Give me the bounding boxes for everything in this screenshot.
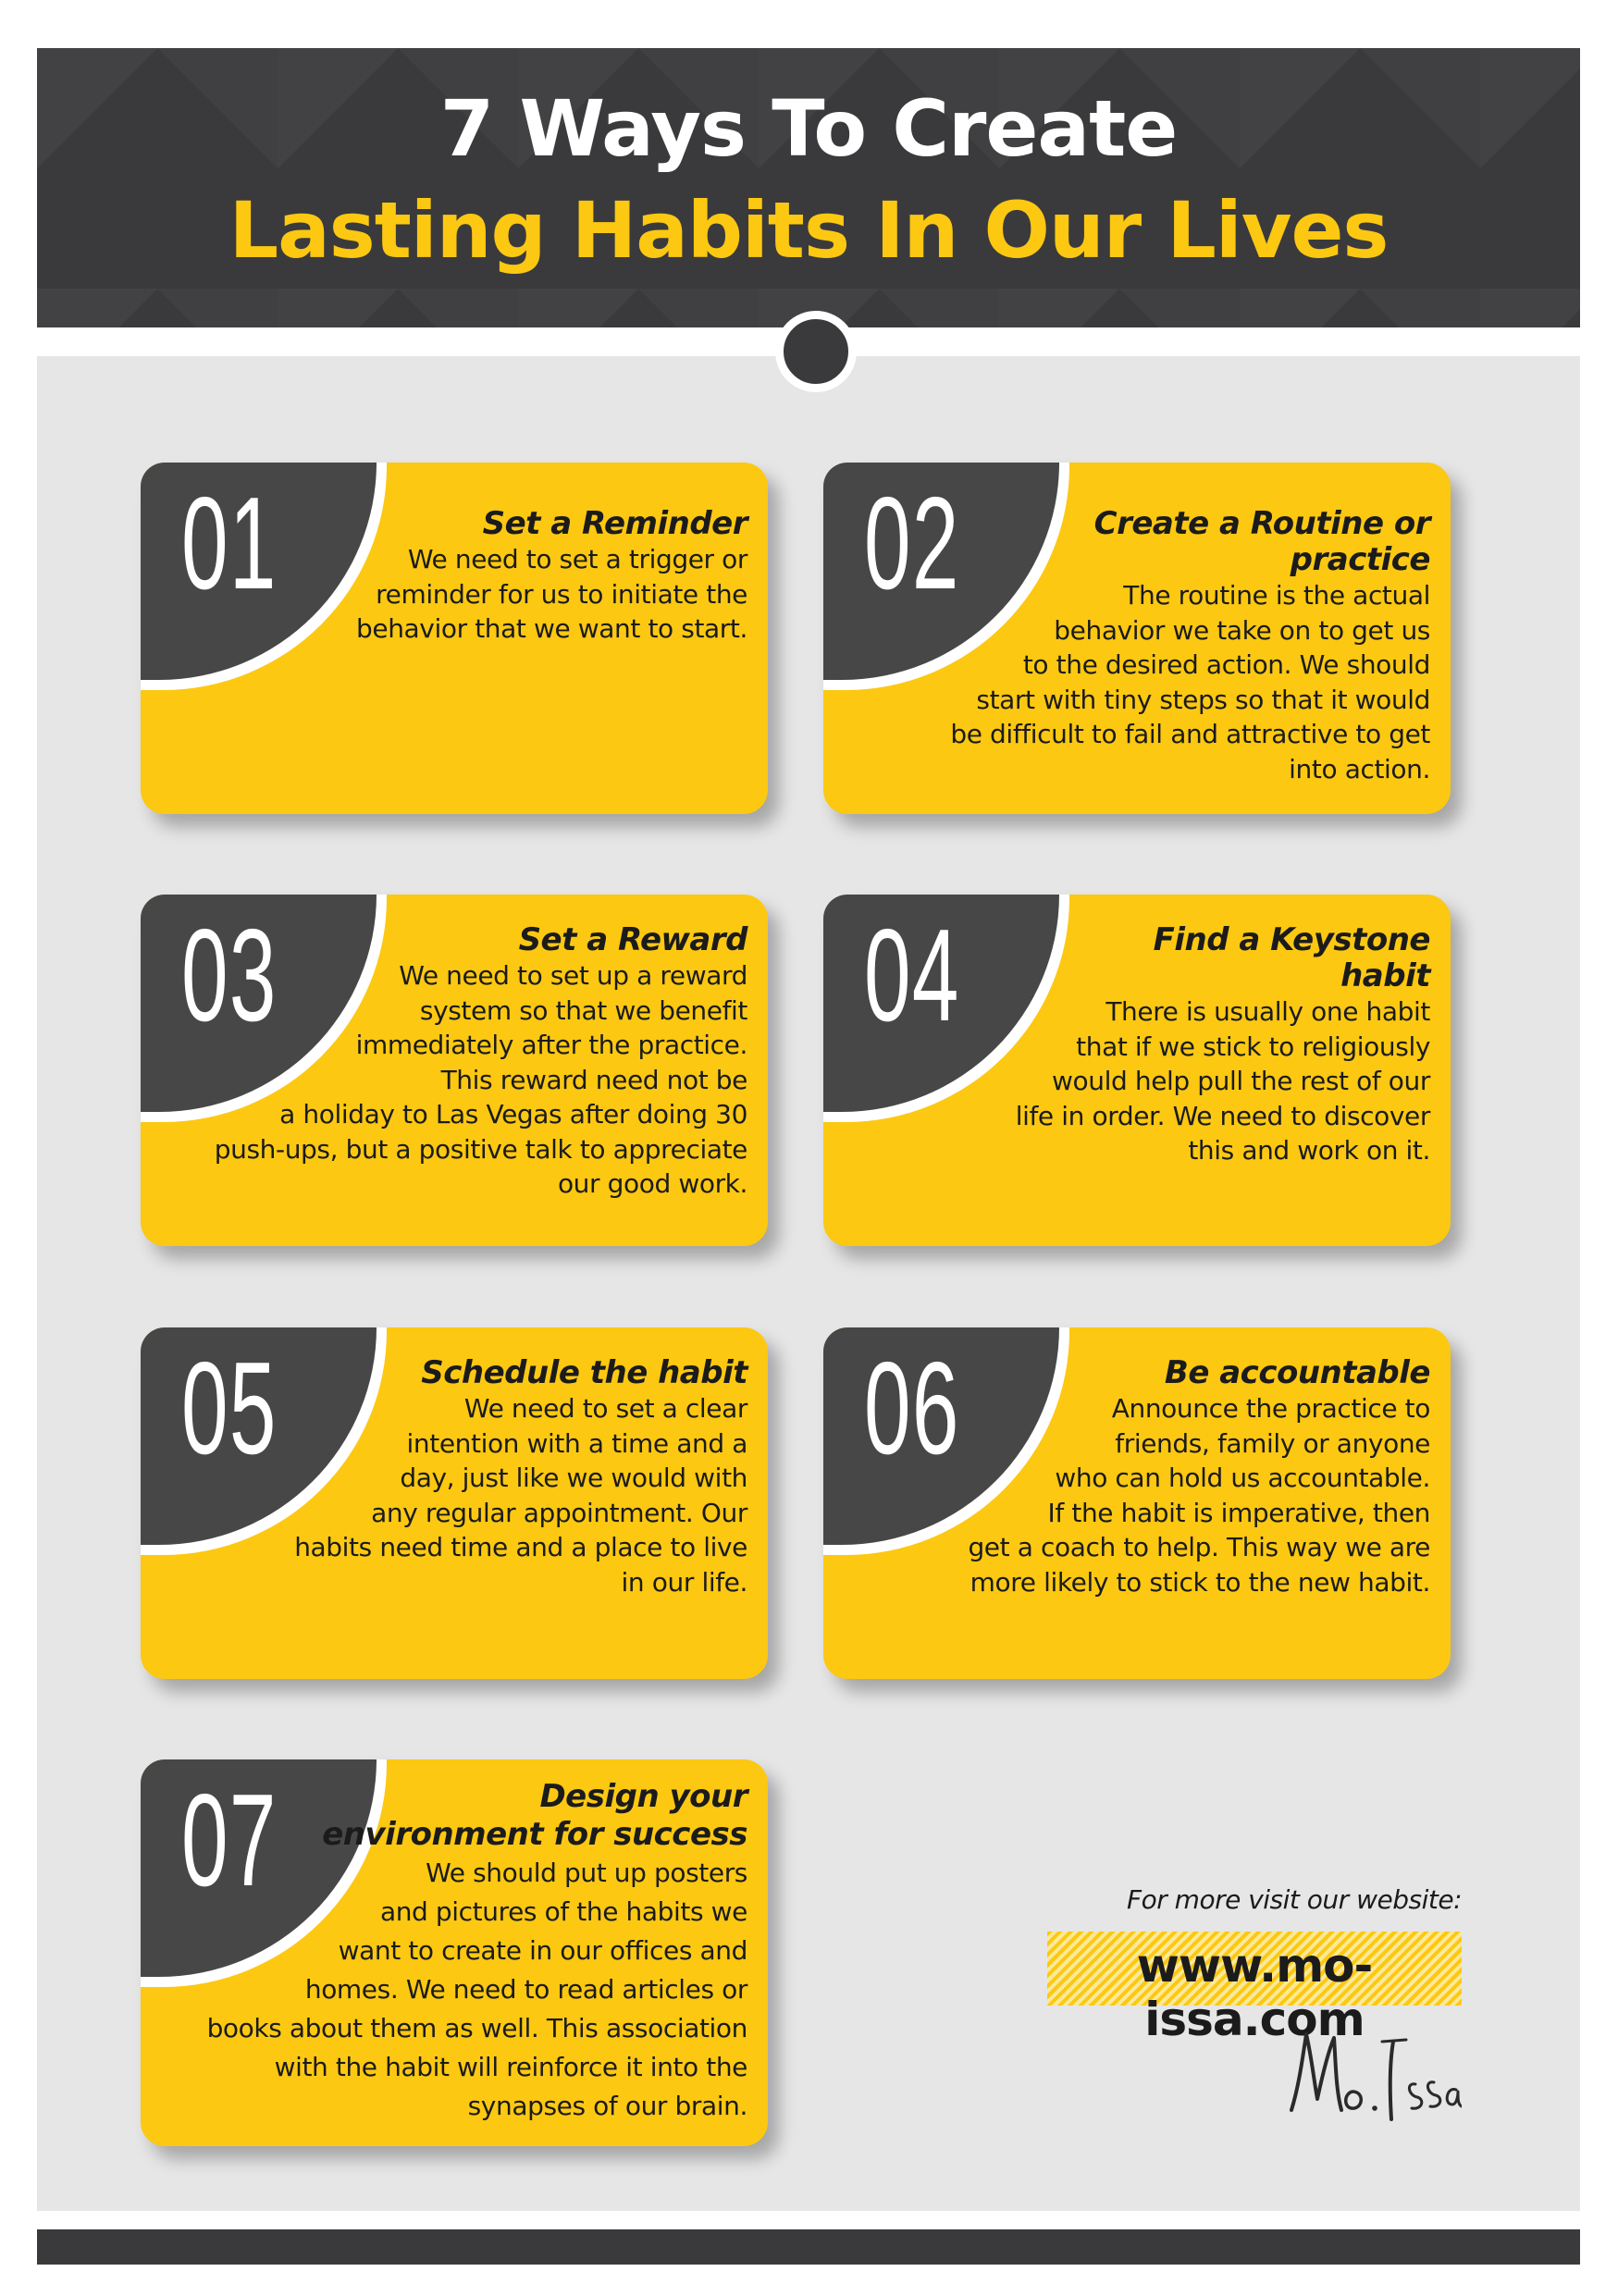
habit-card-02 [823, 463, 1451, 814]
card-line: with the habit will reinforce it into the [274, 2052, 747, 2082]
card-title: environment for success [322, 1816, 747, 1853]
card-number: 05 [181, 1335, 278, 1482]
card-line: immediately after the practice. [355, 1030, 747, 1060]
card-text [356, 506, 747, 647]
card-text [294, 1355, 747, 1599]
card-line: start with tiny steps so that it would [976, 684, 1430, 715]
website-link[interactable]: www.mo-issa.com [1136, 1939, 1373, 2046]
card-number: 07 [181, 1767, 278, 1914]
card-line: into action. [1289, 753, 1430, 784]
card-title: Set a Reminder [482, 505, 747, 542]
title-line-2: Lasting Habits In Our Lives [228, 185, 1389, 276]
card-line: reminder for us to initiate the [376, 578, 747, 610]
habit-card-07 [141, 1759, 768, 2146]
card-text [1016, 922, 1430, 1168]
card-number: 01 [181, 470, 278, 617]
habit-card-03 [141, 895, 768, 1246]
card-title: Be accountable [1164, 1354, 1430, 1391]
card-line: more likely to stick to the new habit. [970, 1566, 1430, 1598]
card-line: We need to set a trigger or [407, 544, 747, 574]
card-text [215, 922, 747, 1202]
card-line: to the desired action. We should [1022, 649, 1430, 680]
card-line: any regular appointment. Our [371, 1497, 747, 1528]
card-line: in our life. [621, 1566, 747, 1598]
card-line: We should put up posters [426, 1858, 747, 1888]
card-line: Announce the practice to [1111, 1393, 1430, 1424]
habit-card-04 [823, 895, 1451, 1246]
card-line: homes. We need to read articles or [304, 1974, 747, 2005]
card-line: synapses of our brain. [467, 2091, 747, 2121]
card-line: We need to set up a reward [399, 960, 747, 991]
card-line: There is usually one habit [1105, 996, 1430, 1027]
card-line: habits need time and a place to live [294, 1532, 747, 1562]
header-banner [37, 48, 1580, 327]
card-title: practice [1290, 541, 1430, 578]
card-line: day, just like we would with [400, 1463, 747, 1493]
website-prompt: For more visit our website: [1127, 1884, 1462, 1915]
card-text [968, 1355, 1430, 1599]
card-line: behavior that we want to start. [356, 613, 747, 644]
card-line: this and work on it. [1188, 1135, 1430, 1166]
signature-image [1286, 2021, 1462, 2123]
website-highlight [1047, 1932, 1462, 2046]
card-title: Find a Keystone [1153, 921, 1430, 958]
header-connector-circle [775, 311, 857, 392]
card-title: Create a Routine or [1093, 505, 1430, 542]
card-title: Set a Reward [518, 921, 747, 958]
card-line: push-ups, but a positive talk to appreciate [214, 1133, 747, 1165]
card-line: friends, family or anyone [1115, 1427, 1430, 1459]
card-line: be difficult to fail and attractive to get [950, 719, 1430, 749]
card-number: 02 [864, 470, 960, 617]
card-line: life in order. We need to discover [1015, 1100, 1430, 1131]
footer-bar [37, 2229, 1580, 2265]
card-number: 06 [864, 1335, 960, 1482]
card-text [950, 506, 1430, 786]
card-line: The routine is the actual [1123, 580, 1430, 611]
card-line: our good work. [557, 1168, 747, 1199]
card-number: 03 [181, 902, 278, 1049]
habit-card-01 [141, 463, 768, 814]
card-line: would help pull the rest of our [1052, 1066, 1430, 1096]
card-line: system so that we benefit [419, 994, 747, 1026]
card-line: behavior we take on to get us [1054, 614, 1430, 646]
card-line: intention with a time and a [406, 1427, 747, 1459]
card-line: and pictures of the habits we [379, 1896, 747, 1927]
card-line: We need to set a clear [463, 1393, 747, 1424]
card-line: who can hold us accountable. [1055, 1463, 1430, 1493]
card-line: books about them as well. This association [206, 2013, 747, 2043]
habit-card-05 [141, 1327, 768, 1679]
card-title: Schedule the habit [421, 1354, 747, 1391]
card-line: want to create in our offices and [338, 1935, 747, 1966]
card-text [207, 1778, 747, 2126]
title-line-1: 7 Ways To Create [439, 83, 1178, 174]
habit-card-06 [823, 1327, 1451, 1679]
card-line: This reward need not be [440, 1064, 747, 1095]
card-line: get a coach to help. This way we are [968, 1532, 1430, 1562]
card-number: 04 [864, 902, 960, 1049]
card-line: If the habit is imperative, then [1047, 1497, 1430, 1528]
card-line: that if we stick to religiously [1076, 1031, 1430, 1062]
card-title: habit [1340, 957, 1430, 994]
number-badge [141, 463, 377, 680]
card-title: Design your [539, 1778, 747, 1815]
card-line: a holiday to Las Vegas after doing 30 [279, 1099, 747, 1129]
